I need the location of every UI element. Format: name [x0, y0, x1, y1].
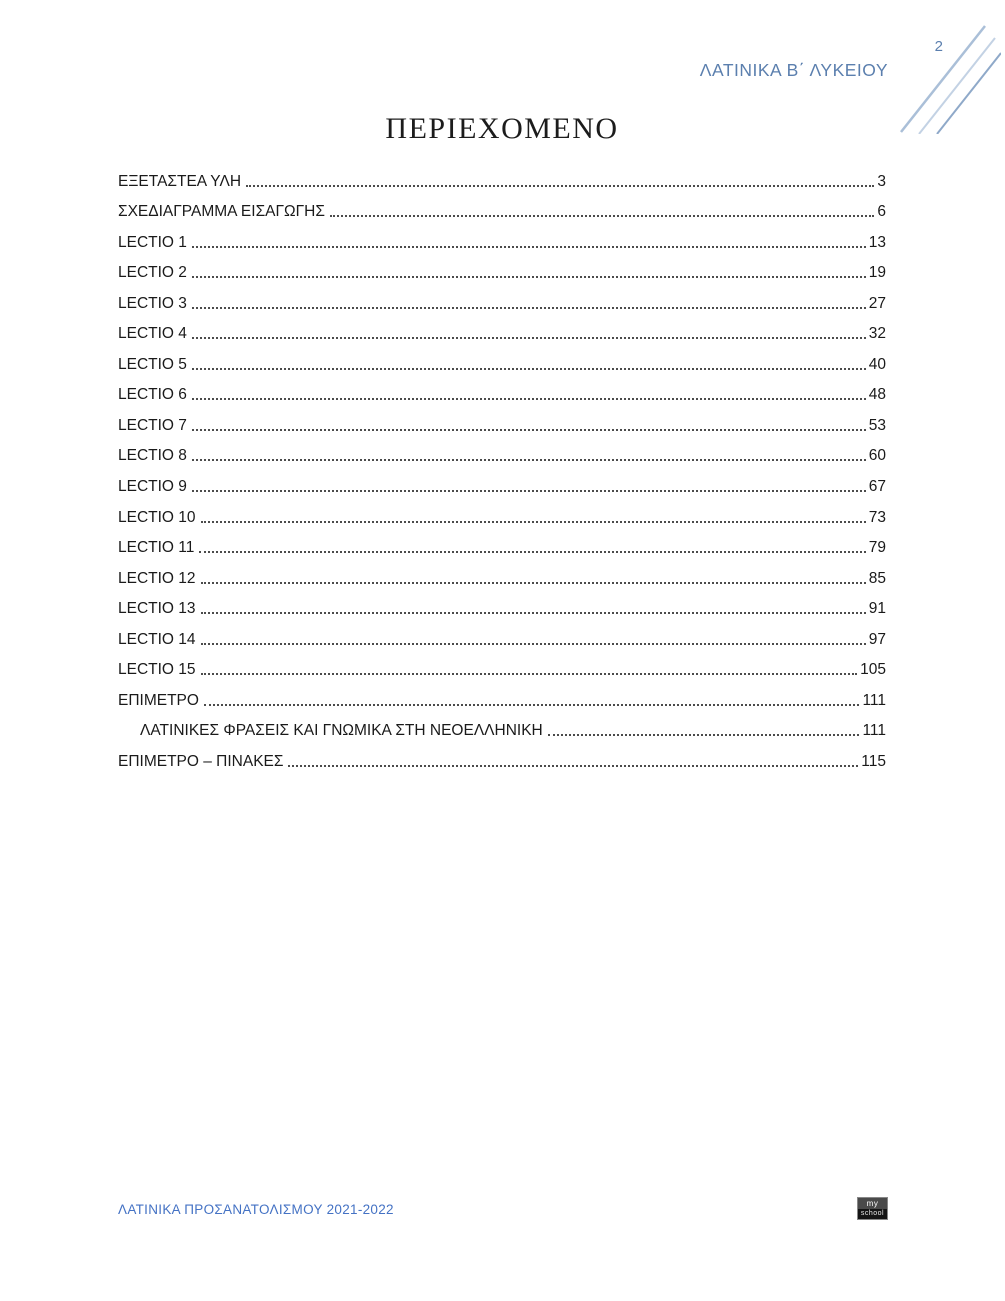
toc-entry[interactable]: [118, 710, 886, 741]
toc-entry-label: LECTIO 11: [118, 539, 195, 557]
toc-title: ΠΕΡΙΕΧΟΜΕΝΟ: [385, 112, 619, 145]
toc-entry[interactable]: [118, 374, 886, 405]
toc-dot-leader: [201, 643, 866, 645]
toc-entry[interactable]: [118, 557, 886, 588]
toc-entry-page: 19: [868, 264, 886, 282]
toc-entry-page: 3: [877, 172, 886, 190]
toc-dot-leader: [330, 215, 874, 217]
toc-dot-leader: [201, 673, 858, 675]
header-title: ΛΑΤΙΝΙΚΑ Β΄ ΛΥΚΕΙΟΥ: [699, 60, 888, 80]
toc-entry[interactable]: [118, 343, 886, 374]
toc-entry-label: ΛΑΤΙΝΙΚΕΣ ΦΡΑΣΕΙΣ ΚΑΙ ΓΝΩΜΙΚΑ ΣΤΗ ΝΕΟΕΛΛΗΝΙΚΗ: [140, 722, 543, 740]
toc-entry-label: LECTIO 8: [118, 447, 187, 465]
toc-entry-page: 105: [860, 661, 886, 679]
toc-entry-label: LECTIO 4: [118, 325, 187, 343]
toc-entry-page: 13: [868, 233, 886, 251]
toc-entry[interactable]: [118, 191, 886, 222]
toc-entry-page: 91: [868, 600, 886, 618]
toc-entry-label: LECTIO 5: [118, 355, 187, 373]
toc-entry-page: 6: [877, 203, 886, 221]
myschool-logo-bottom-text: school: [858, 1209, 887, 1219]
toc-entry-page: 60: [868, 447, 886, 465]
toc-entry[interactable]: [118, 618, 886, 649]
toc-entry[interactable]: [118, 465, 886, 496]
toc-entry-label: LECTIO 1: [118, 233, 187, 251]
toc-entry-page: 67: [868, 478, 886, 496]
toc-entry-page: 32: [868, 325, 886, 343]
toc-dot-leader: [192, 398, 866, 400]
toc-entry-label: LECTIO 14: [118, 630, 196, 648]
toc-entry-page: 111: [862, 691, 886, 709]
toc-dot-leader: [199, 551, 865, 553]
toc-entry-page: 115: [861, 752, 886, 770]
toc-entry-label: LECTIO 9: [118, 478, 187, 496]
toc-dot-leader: [192, 368, 866, 370]
toc-dot-leader: [548, 734, 860, 736]
toc-entry-label: ΕΞΕΤΑΣΤΕΑ ΥΛΗ: [118, 172, 242, 190]
page-number: 2: [934, 38, 943, 55]
toc-dot-leader: [204, 704, 859, 706]
toc-entry-label: LECTIO 15: [118, 661, 196, 679]
toc-section: [118, 112, 886, 771]
toc-entry-label: LECTIO 13: [118, 600, 196, 618]
toc-entry-page: 85: [868, 569, 886, 587]
toc-dot-leader: [192, 429, 866, 431]
toc-dot-leader: [288, 765, 858, 767]
toc-entry-label: ΕΠΙΜΕΤΡΟ – ΠΙΝΑΚΕΣ: [118, 752, 284, 770]
toc-dot-leader: [201, 612, 866, 614]
toc-entry[interactable]: [118, 740, 886, 771]
toc-dot-leader: [201, 521, 866, 523]
myschool-logo-top-text: my: [858, 1198, 887, 1209]
toc-entry-page: 48: [868, 386, 886, 404]
toc-entry[interactable]: [118, 313, 886, 344]
toc-dot-leader: [192, 307, 866, 309]
toc-entry-page: 73: [868, 508, 886, 526]
toc-list: [118, 160, 886, 771]
toc-entry-label: LECTIO 6: [118, 386, 187, 404]
toc-entry-page: 53: [868, 416, 886, 434]
toc-entry-label: LECTIO 7: [118, 416, 187, 434]
toc-entry[interactable]: [118, 527, 886, 558]
toc-entry-page: 111: [862, 722, 886, 740]
toc-entry-page: 79: [868, 539, 886, 557]
toc-dot-leader: [192, 337, 866, 339]
toc-entry-label: LECTIO 3: [118, 294, 187, 312]
toc-entry[interactable]: [118, 252, 886, 283]
toc-entry-label: ΣΧΕΔΙΑΓΡΑΜΜΑ ΕΙΣΑΓΩΓΗΣ: [118, 203, 325, 221]
corner-decoration-icon: [895, 22, 1001, 134]
toc-dot-leader: [192, 459, 866, 461]
toc-entry[interactable]: [118, 496, 886, 527]
toc-entry-label: ΕΠΙΜΕΤΡΟ: [118, 691, 199, 709]
toc-dot-leader: [192, 276, 866, 278]
toc-entry-page: 97: [868, 630, 886, 648]
toc-entry[interactable]: [118, 282, 886, 313]
toc-entry[interactable]: [118, 679, 886, 710]
toc-dot-leader: [246, 185, 874, 187]
toc-entry-page: 40: [868, 355, 886, 373]
toc-dot-leader: [192, 246, 866, 248]
toc-entry-page: 27: [868, 294, 886, 312]
toc-entry[interactable]: [118, 404, 886, 435]
toc-entry-label: LECTIO 10: [118, 508, 196, 526]
myschool-logo: [857, 1197, 888, 1220]
toc-entry[interactable]: [118, 588, 886, 619]
toc-entry[interactable]: [118, 649, 886, 680]
toc-dot-leader: [201, 582, 866, 584]
toc-entry[interactable]: [118, 160, 886, 191]
footer-text: ΛΑΤΙΝΙΚΑ ΠΡΟΣΑΝΑΤΟΛΙΣΜΟΥ 2021-2022: [118, 1202, 394, 1217]
toc-entry-label: LECTIO 2: [118, 264, 187, 282]
toc-entry-label: LECTIO 12: [118, 569, 196, 587]
toc-entry[interactable]: [118, 435, 886, 466]
toc-dot-leader: [192, 490, 866, 492]
toc-entry[interactable]: [118, 221, 886, 252]
